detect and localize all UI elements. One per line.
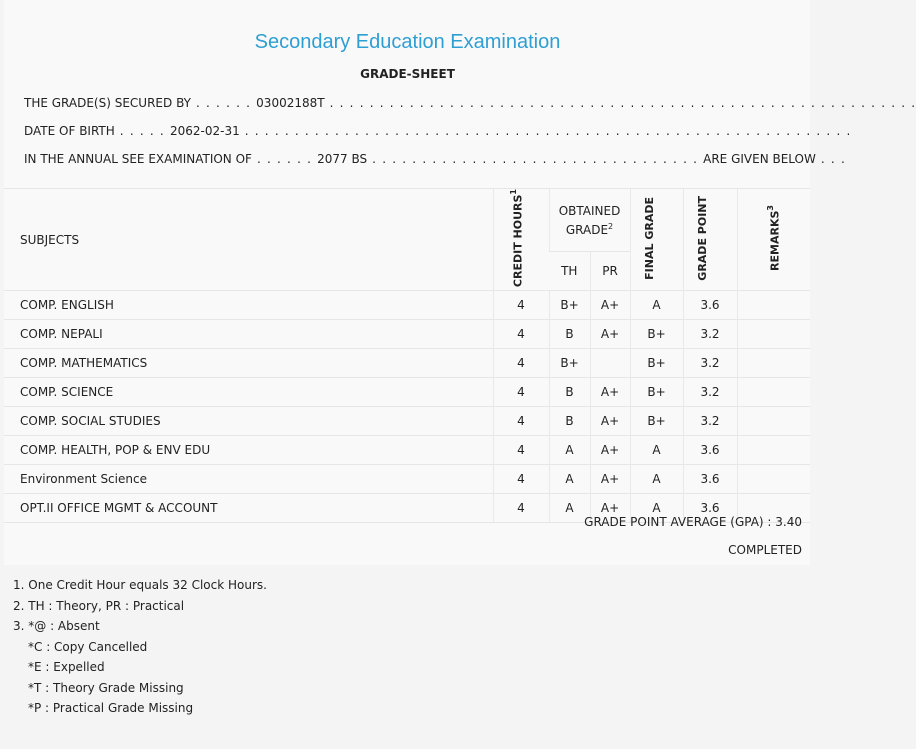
footnote-credit-hour: 1. One Credit Hour equals 32 Clock Hours. [13, 578, 267, 592]
remarks [737, 320, 810, 349]
given-below-label: ARE GIVEN BELOW [703, 152, 816, 166]
theory-grade: B+ [549, 291, 590, 320]
practical-grade: A+ [590, 465, 630, 494]
subject-name: COMP. SCIENCE [4, 378, 493, 407]
final-grade: A [630, 494, 683, 523]
footnote-copy-cancelled: *C : Copy Cancelled [28, 639, 148, 654]
grade-point: 3.2 [683, 349, 737, 378]
footnote-theory-practical: 2. TH : Theory, PR : Practical [13, 598, 185, 613]
header-subjects: SUBJECTS [4, 189, 493, 291]
grade-point: 3.6 [683, 494, 737, 523]
subject-name: COMP. NEPALI [4, 320, 493, 349]
secured-by-label: THE GRADE(S) SECURED BY [24, 96, 191, 110]
theory-grade: B [549, 320, 590, 349]
header-grade-point: GRADE POINT [683, 189, 737, 291]
footnote-theory-missing: *T : Theory Grade Missing [28, 680, 184, 695]
practical-grade: A+ [590, 291, 630, 320]
footnote-practical-missing: *P : Practical Grade Missing [28, 701, 194, 715]
dob-label: DATE OF BIRTH [24, 124, 115, 138]
subject-name: Environment Science [4, 465, 493, 494]
symbol-number: 03002188T [256, 96, 325, 110]
credit-hours: 4 [493, 291, 549, 320]
gpa-summary: GRADE POINT AVERAGE (GPA) : 3.40 [584, 515, 802, 529]
subject-name: COMP. MATHEMATICS [4, 349, 493, 378]
table-row [4, 378, 810, 407]
page-title: Secondary Education Examination [254, 31, 561, 53]
header-theory: TH [549, 252, 590, 291]
subject-name: COMP. ENGLISH [4, 291, 493, 320]
remarks [737, 291, 810, 320]
footnote-expelled: *E : Expelled [28, 660, 105, 674]
grade-point: 3.2 [683, 407, 737, 436]
table-row [4, 291, 810, 320]
remarks [737, 407, 810, 436]
credit-hours: 4 [493, 494, 549, 523]
table-row [4, 465, 810, 494]
practical-grade: A+ [590, 378, 630, 407]
secured-by-line: THE GRADE(S) SECURED BY . . . . . . 03002188T . . . . . . . . . . . . . . . . . . . . . . . . . . . . . . . . . . . . . . . . . . . . . . . . . . . . . . . . . . . [24, 96, 916, 110]
date-of-birth-line: DATE OF BIRTH . . . . . 2062-02-31 . . . . . . . . . . . . . . . . . . . . . . . . . . . . . . . . . . . . . . . . . . . . . . . . . . . . . . . . . . . . . [24, 124, 852, 138]
theory-grade: A [549, 436, 590, 465]
exam-label: IN THE ANNUAL SEE EXAMINATION OF [24, 152, 252, 166]
grade-point: 3.6 [683, 291, 737, 320]
theory-grade: A [549, 494, 590, 523]
footnotes [13, 575, 267, 719]
remarks [737, 349, 810, 378]
table-row [4, 407, 810, 436]
practical-grade: A+ [590, 494, 630, 523]
grade-point: 3.2 [683, 320, 737, 349]
subject-name: OPT.II OFFICE MGMT & ACCOUNT [4, 494, 493, 523]
final-grade: B+ [630, 378, 683, 407]
grade-point: 3.6 [683, 436, 737, 465]
header-credit-hours: CREDIT HOURS$^1$ [493, 189, 549, 291]
credit-hours: 4 [493, 465, 549, 494]
practical-grade: A+ [590, 407, 630, 436]
theory-grade: A [549, 465, 590, 494]
final-grade: A [630, 291, 683, 320]
theory-grade: B+ [549, 349, 590, 378]
result-status: COMPLETED [728, 543, 802, 557]
subject-name: COMP. SOCIAL STUDIES [4, 407, 493, 436]
grade-point: 3.2 [683, 378, 737, 407]
remarks [737, 378, 810, 407]
remarks [737, 465, 810, 494]
header-obtained-grade: OBTAINED GRADE$^2$ [549, 189, 630, 252]
final-grade: B+ [630, 320, 683, 349]
credit-hours: 4 [493, 320, 549, 349]
theory-grade: B [549, 407, 590, 436]
subject-name: COMP. HEALTH, POP & ENV EDU [4, 436, 493, 465]
credit-hours: 4 [493, 407, 549, 436]
credit-hours: 4 [493, 378, 549, 407]
dob-value: 2062-02-31 [169, 124, 240, 138]
final-grade: A [630, 465, 683, 494]
theory-grade: B [549, 378, 590, 407]
footnote-absent: 3. *@ : Absent [13, 619, 100, 633]
exam-year: 2077 BS [317, 152, 368, 166]
practical-grade: A+ [590, 320, 630, 349]
table-row [4, 436, 810, 465]
header-final-grade: FINAL GRADE [630, 189, 683, 291]
final-grade: A [630, 436, 683, 465]
grades-table [4, 188, 810, 523]
page-subtitle: GRADE-SHEET [360, 67, 455, 81]
header-practical: PR [590, 252, 630, 291]
grade-point: 3.6 [683, 465, 737, 494]
final-grade: B+ [630, 407, 683, 436]
examination-line: IN THE ANNUAL SEE EXAMINATION OF . . . . . . 2077 BS . . . . . . . . . . . . . . . . . . . . . . . . . . . . . . . . . ARE GIVEN BELOW . . . [24, 152, 846, 166]
credit-hours: 4 [493, 436, 549, 465]
practical-grade [590, 349, 630, 378]
table-row [4, 320, 810, 349]
credit-hours: 4 [493, 349, 549, 378]
header-remarks: REMARKS$^3$ [737, 189, 810, 291]
remarks [737, 436, 810, 465]
table-row [4, 349, 810, 378]
practical-grade: A+ [590, 436, 630, 465]
final-grade: B+ [630, 349, 683, 378]
